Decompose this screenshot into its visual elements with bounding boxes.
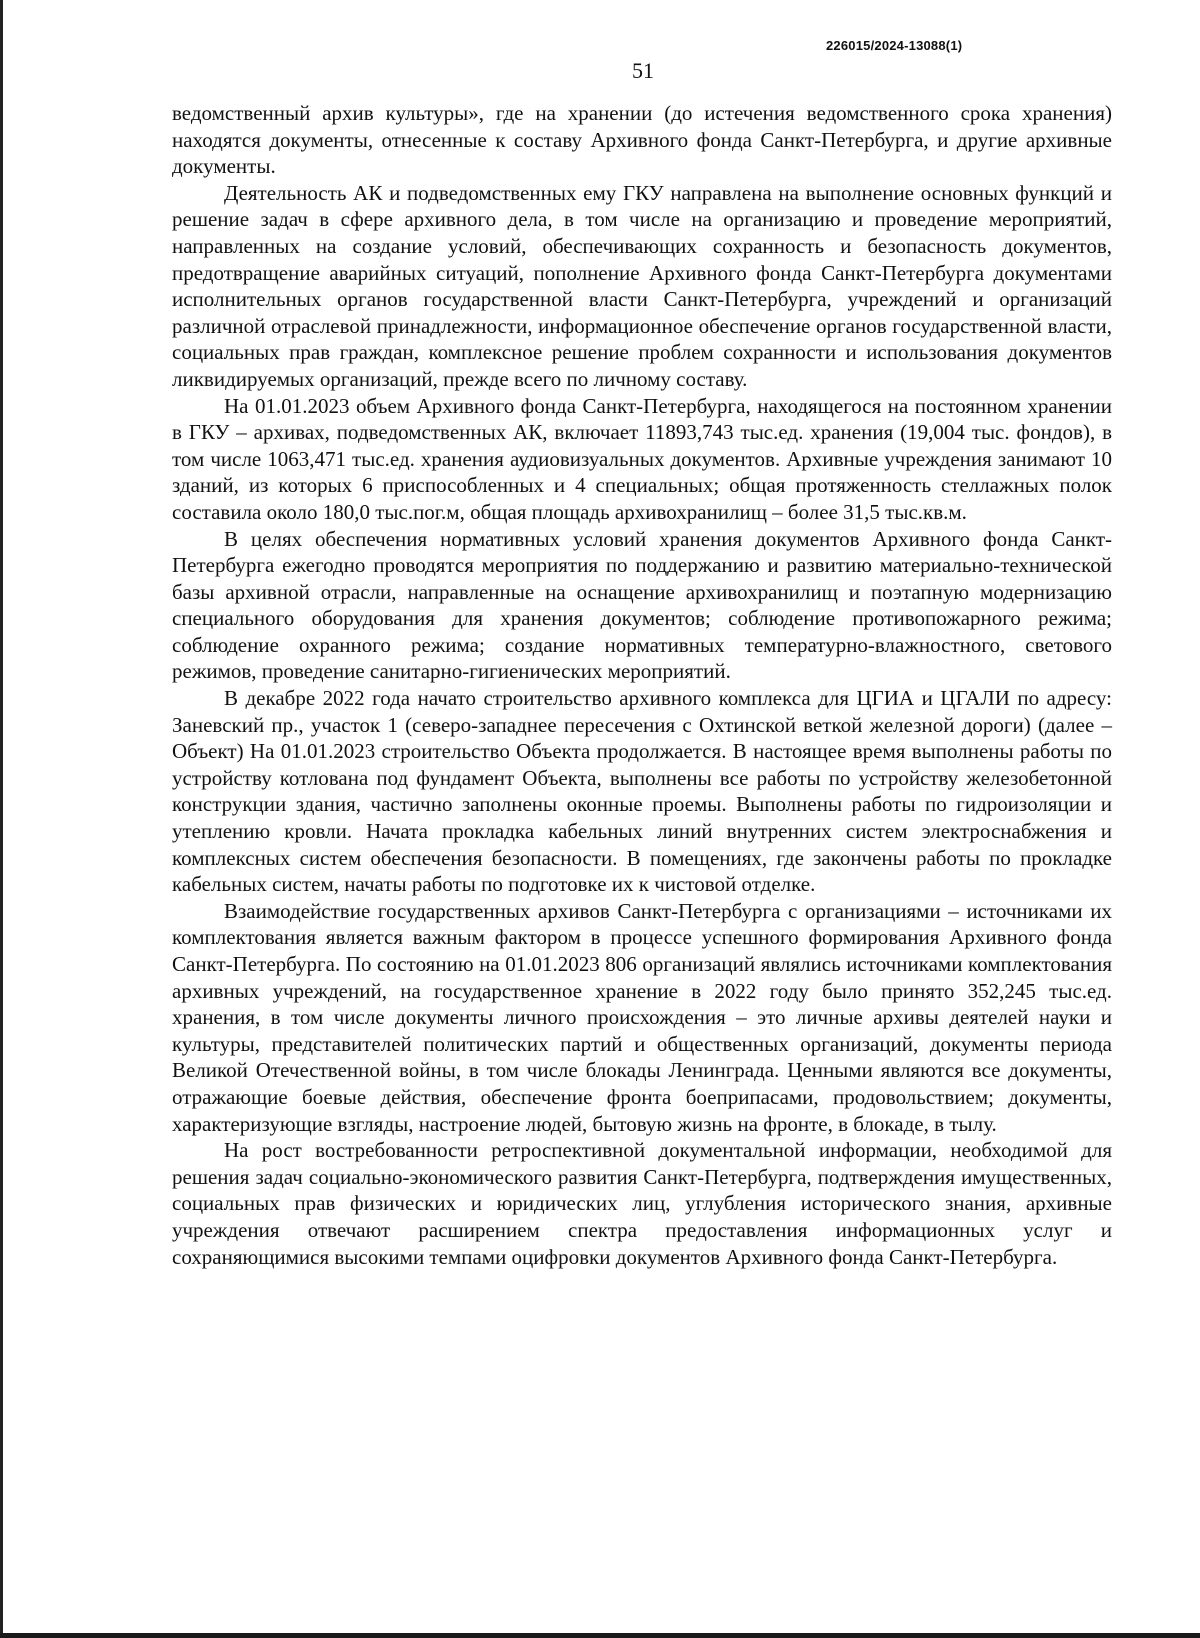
document-registration-number: 226015/2024-13088(1) [826,38,963,53]
paragraph-construction: В декабре 2022 года начато строительство архивного комплекса для ЦГИА и ЦГАЛИ по адресу: Заневский пр., участок 1 (северо-западнее пересечения с Охтинской веткой железной дороги) (далее – Объект) На 01.01.2023 строительство Объекта продолжается. В настоящее время выполнены работы по устройству котлована под фундамент Объекта, выполнены все работы по устройству железобетонной конструкции здания, частично заполнены оконные проемы. Выполнены работы по гидроизоляции и утеплению кровли. Начата прокладка кабельных линий внутренних систем электроснабжения и комплексных систем обеспечения безопасности. В помещениях, где закончены работы по прокладке кабельных систем, начаты работы по подготовке их к чистовой отделке. [172,686,1112,897]
paragraph-fund-volume: На 01.01.2023 объем Архивного фонда Санкт-Петербурга, находящегося на постоянном хранении в ГКУ – архивах, подведомственных АК, включает 11893,743 тыс.ед. хранения (19,004 тыс. фондов), в том числе 1063,471 тыс.ед. хранения аудиовизуальных документов. Архивные учреждения занимают 10 зданий, из которых 6 приспособленных и 4 специальных; общая протяженность стеллажных полок составила около 180,0 тыс.пог.м, общая площадь архивохранилищ – более 31,5 тыс.кв.м. [172,393,1112,524]
page-number: 51 [632,58,654,83]
paragraph-acquisition-sources: Взаимодействие государственных архивов Санкт-Петербурга с организациями – источниками их комплектования является важным фактором в процессе успешного формирования Архивного фонда Санкт-Петербурга. По состоянию на 01.01.2023 806 организаций являлись источниками комплектования архивных учреждений, на государственное хранение в 2022 году было принято 352,245 тыс.ед. хранения, в том числе документы личного происхождения – это личные архивы деятелей науки и культуры, представителей политических партий и общественных организаций, документы периода Великой Отечественной войны, в том числе блокады Ленинграда. Ценными являются все документы, отражающие боевые действия, обеспечение фронта боеприпасами, продовольствием; документы, характеризующие взгляды, настроение людей, бытовую жизнь на фронте, в блокаде, в тылу. [172,898,1112,1136]
paragraph-demand: На рост востребованности ретроспективной документальной информации, необходимой для решения задач социально-экономического развития Санкт-Петербурга, подтверждения имущественных, социальных прав физических и юридических лиц, углубления исторического знания, архивные учреждения отвечают расширением спектра предоставления информационных услуг и сохраняющимися высокими темпами оцифровки документов Архивного фонда Санкт-Петербурга. [172,1138,1112,1269]
paragraph-storage-conditions: В целях обеспечения нормативных условий хранения документов Архивного фонда Санкт-Петербурга ежегодно проводятся мероприятия по поддержанию и развитию материально-технической базы архивной отрасли, направленные на оснащение архивохранилищ и поэтапную модернизацию специального оборудования для хранения документов; соблюдение противопожарного режима; соблюдение охранного режима; создание нормативных температурно-влажностного, светового режимов, проведение санитарно-гигиенических мероприятий. [172,526,1112,684]
paragraph-continued: ведомственный архив культуры», где на хранении (до истечения ведомственного срока хранения) находятся документы, отнесенные к составу Архивного фонда Санкт-Петербурга, и другие архивные документы. [172,101,1112,179]
scan-edge-bottom [0,1633,1200,1638]
document-body [172,100,1112,1270]
paragraph-activities: Деятельность АК и подведомственных ему ГКУ направлена на выполнение основных функций и решение задач в сфере архивного дела, в том числе на организацию и проведение мероприятий, направленных на создание условий, обеспечивающих сохранность и безопасность документов, предотвращение аварийных ситуаций, пополнение Архивного фонда Санкт-Петербурга документами исполнительных органов государственной власти Санкт-Петербурга, учреждений и организаций различной отраслевой принадлежности, информационное обеспечение органов государственной власти, социальных прав граждан, комплексное решение проблем сохранности и использования документов ликвидируемых организаций, прежде всего по личному составу. [172,180,1112,391]
scan-edge-left [0,0,3,1638]
